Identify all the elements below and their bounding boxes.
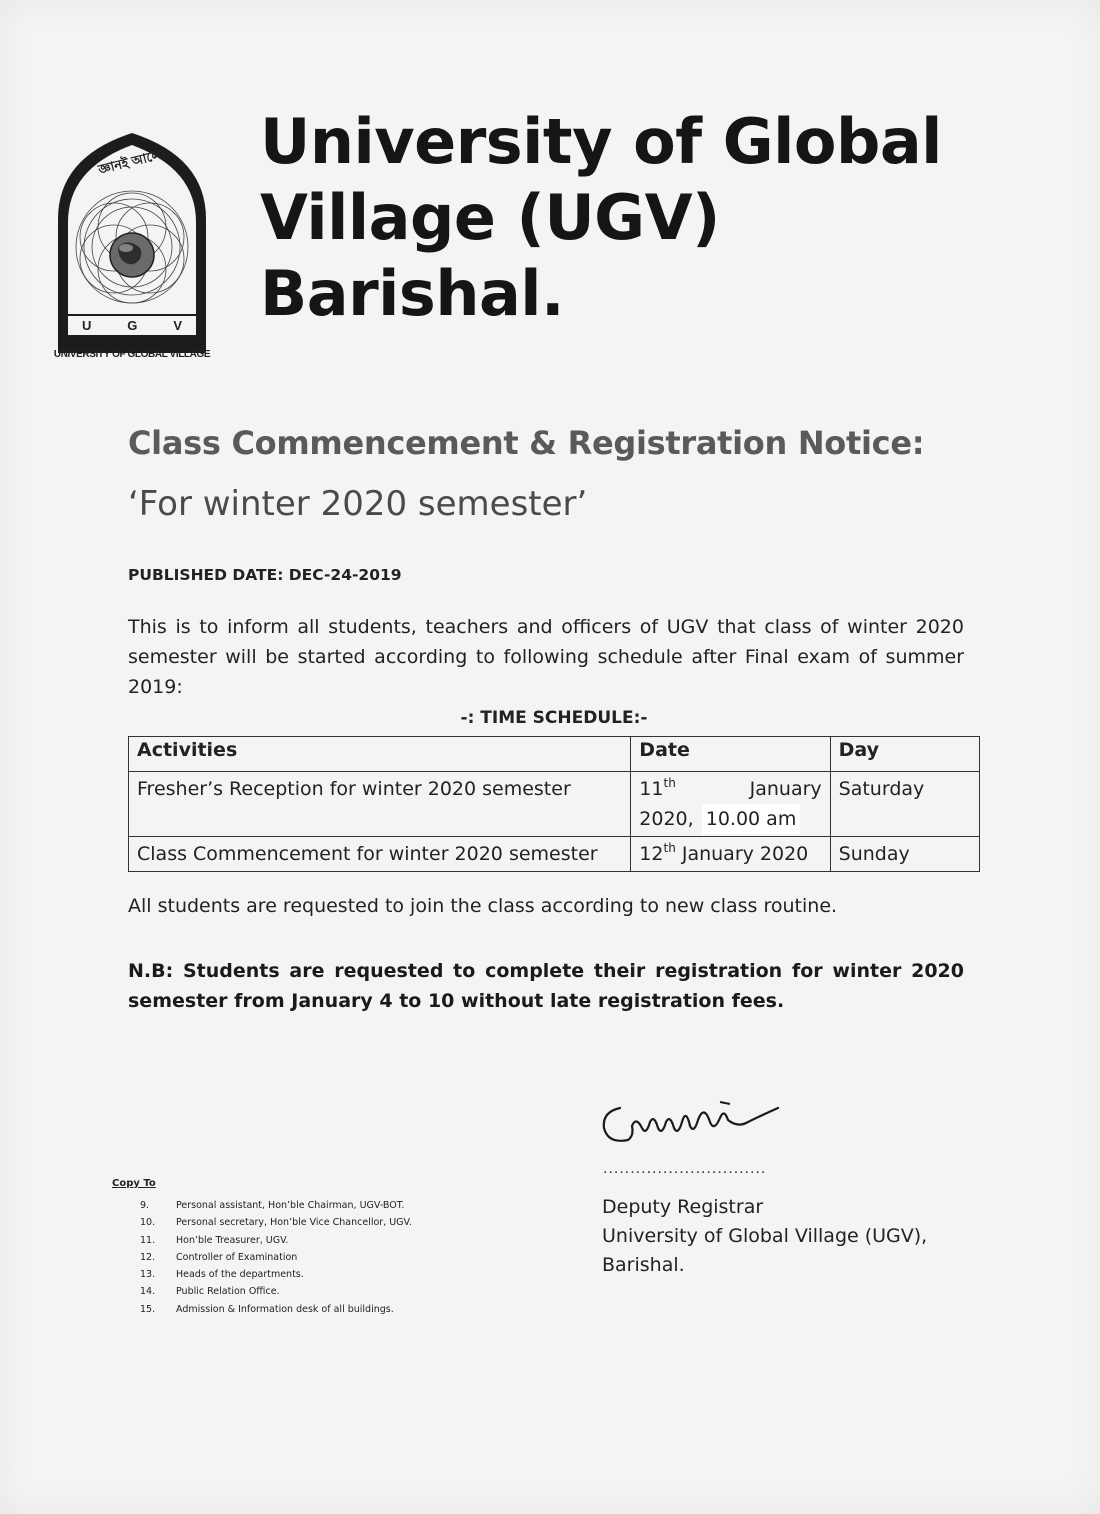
logo-caption: UNIVERSITY OF GLOBAL VILLAGE: [53, 349, 211, 360]
day-cell: Saturday: [830, 772, 979, 837]
copy-to-heading: Copy To: [112, 1178, 156, 1189]
column-header-activities: Activities: [129, 737, 631, 772]
time-value: 10.00 am: [702, 804, 801, 834]
day-cell: Sunday: [830, 837, 979, 872]
list-item: 13. Heads of the departments.: [140, 1269, 304, 1281]
list-item: 15. Admission & Information desk of all buildings.: [140, 1303, 394, 1315]
activity-cell: Class Commencement for winter 2020 semester: [129, 837, 631, 872]
table-row: [129, 837, 980, 872]
date-cell: [631, 772, 830, 837]
signatory-title: Deputy Registrar: [602, 1196, 764, 1218]
signatory-block: [602, 1193, 927, 1280]
signatory-institution: University of Global Village (UGV),: [602, 1225, 928, 1247]
list-item: 14. Public Relation Office.: [140, 1286, 280, 1298]
logo-motto: জ্ঞানই আলো: [96, 146, 167, 178]
copy-to-list: [140, 1197, 412, 1318]
table-header-row: [129, 737, 980, 772]
university-title: [260, 104, 942, 332]
list-item: 9. Personal assistant, Hon’ble Chairman, UGV-BOT.: [140, 1200, 405, 1211]
logo-letter-v: V: [173, 318, 182, 333]
signatory-city: Barishal.: [602, 1254, 685, 1276]
activity-cell: Fresher’s Reception for winter 2020 semester: [129, 772, 631, 837]
class-routine-note: All students are requested to join the class according to new class routine.: [128, 895, 838, 917]
schedule-heading: -: TIME SCHEDULE:-: [460, 708, 648, 728]
date-day: 11: [639, 778, 664, 800]
title-line: University of Global: [260, 105, 942, 178]
registration-note: N.B: Students are requested to complete their registration for winter 2020 semester from January 4 to 10 without late registration fees.: [128, 960, 964, 1012]
signature-line: ..............................: [603, 1160, 767, 1177]
title-line: Village (UGV): [260, 181, 720, 254]
column-header-day: Day: [830, 737, 979, 772]
table-row: [129, 772, 980, 837]
column-header-date: Date: [631, 737, 830, 772]
date-rest: January 2020: [681, 843, 809, 865]
date-suffix: th: [663, 776, 676, 790]
date-day: 12: [639, 843, 664, 865]
date-year: 2020,: [639, 808, 694, 830]
notice-subtitle: ‘For winter 2020 semester’: [128, 484, 588, 524]
intro-paragraph: This is to inform all students, teachers and officers of UGV that class of winter 2020 semester will be started according to following schedule after Final exam of summer 2019:: [128, 616, 964, 698]
title-line: Barishal.: [260, 257, 565, 330]
logo-letter-g: G: [127, 318, 138, 333]
logo-letter-u: U: [82, 318, 92, 333]
date-suffix: th: [663, 841, 676, 855]
date-cell: [631, 837, 830, 872]
schedule-table: [128, 736, 980, 872]
list-item: 11. Hon’ble Treasurer, UGV.: [140, 1234, 289, 1246]
list-item: 12. Controller of Examination: [140, 1251, 298, 1263]
date-month: January: [749, 778, 822, 800]
signature-icon: [598, 1078, 788, 1158]
published-date: PUBLISHED DATE: DEC-24-2019: [128, 566, 402, 584]
ugv-logo: [52, 127, 212, 363]
list-item: 10. Personal secretary, Hon’ble Vice Chancellor, UGV.: [140, 1217, 412, 1229]
notice-title: Class Commencement & Registration Notice:: [128, 424, 925, 462]
